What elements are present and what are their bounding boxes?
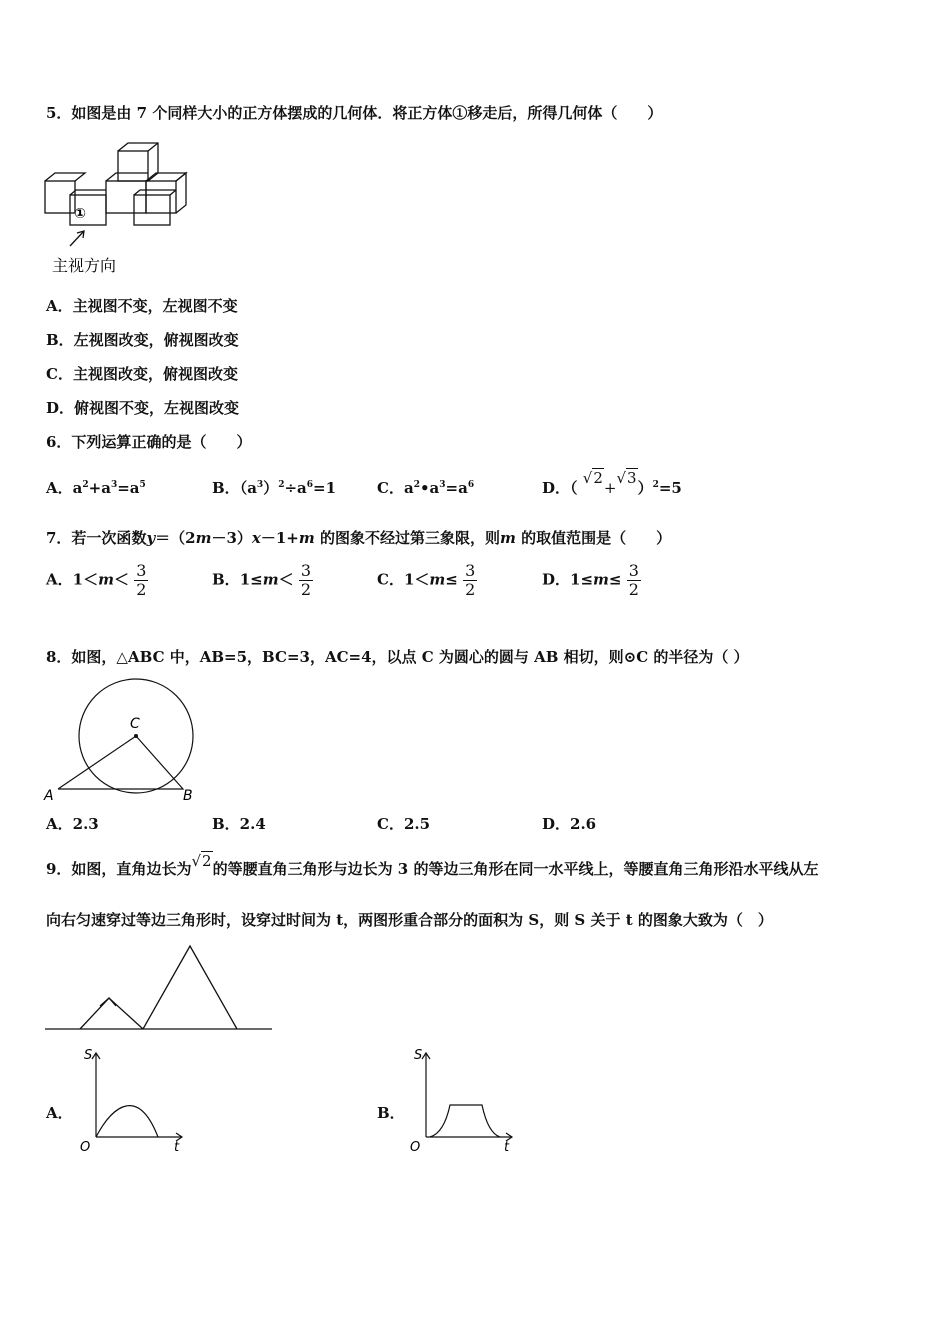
q6-option-d[interactable]: D．（ √2+√3）$^2$=5	[542, 469, 682, 497]
q9-text-line2: 向右匀速穿过等边三角形时，设穿过时间为 t，两图形重合部分的面积为 S，则 S 关于 t 的图象大致为（ ）	[46, 911, 773, 929]
q6-option-b[interactable]: B．$(a^3)^2\div a^6=1$	[212, 479, 337, 497]
cube-1-mark: ①	[74, 206, 86, 222]
label-b: B	[183, 788, 193, 804]
q5-cube-figure	[40, 138, 190, 278]
q5-text: 5．如图是由 7 个同样大小的正方体摆成的几何体．将正方体①移走后，所得几何体（ ）	[46, 104, 663, 122]
view-direction-label: 主视方向	[52, 256, 117, 275]
q7-option-b[interactable]: B．1≤m＜ $\frac{3}{2}$	[212, 561, 312, 599]
q7-option-c[interactable]: C．1＜m≤ $\frac{3}{2}$	[377, 561, 476, 599]
q9-graph-b	[404, 1043, 519, 1155]
q9-graph-a	[74, 1043, 189, 1155]
q8-option-d[interactable]: D．2.6	[542, 815, 597, 833]
q6-option-a[interactable]: A．$a^2+a^3=a^5$	[46, 479, 146, 497]
q7-option-d[interactable]: D．1≤m≤ $\frac{3}{2}$	[542, 561, 639, 599]
q7-option-a[interactable]: A．1＜m＜ $\frac{3}{2}$	[46, 561, 147, 599]
q8-option-c[interactable]: C．2.5	[377, 815, 431, 833]
svg-text:S: S	[84, 1048, 93, 1063]
q5-option-c[interactable]: C．主视图改变，俯视图改变	[46, 365, 238, 383]
q5-option-b[interactable]: B．左视图改变，俯视图改变	[46, 331, 239, 349]
svg-text:S: S	[414, 1048, 423, 1063]
q5-option-d[interactable]: D．俯视图不变，左视图改变	[46, 399, 240, 417]
svg-text:O: O	[410, 1140, 421, 1155]
svg-text:t: t	[504, 1140, 510, 1155]
q5-option-a[interactable]: A．主视图不变，左视图不变	[46, 297, 238, 315]
q8-option-a[interactable]: A．2.3	[46, 815, 99, 833]
q8-circle-figure	[40, 676, 210, 806]
q9-option-b[interactable]: B．	[377, 1104, 405, 1122]
q6-option-c[interactable]: C．$a^2•a^3=a^6$	[377, 479, 475, 497]
q9-text-line1: 9．如图，直角边长为√2的等腰直角三角形与边长为 3 的等边三角形在同一水平线上，等腰直角三角形沿水平线从左	[46, 852, 819, 878]
q8-option-b[interactable]: B．2.4	[212, 815, 266, 833]
q6-text: 6．下列运算正确的是（ ）	[46, 433, 252, 451]
q9-triangles-figure	[40, 940, 280, 1035]
label-c: C	[130, 716, 140, 732]
svg-text:O: O	[80, 1140, 91, 1155]
svg-text:t: t	[174, 1140, 180, 1155]
q7-text: 7．若一次函数y＝（2m－3）x－1+m 的图象不经过第三象限，则m 的取值范围是（ ）	[46, 529, 672, 547]
q9-option-a[interactable]: A．	[46, 1104, 73, 1122]
label-a: A	[44, 788, 54, 804]
q8-text: 8．如图，△ABC 中，AB=5，BC=3，AC=4，以点 C 为圆心的圆与 AB 相切，则⊙C 的半径为（ ）	[46, 648, 749, 666]
